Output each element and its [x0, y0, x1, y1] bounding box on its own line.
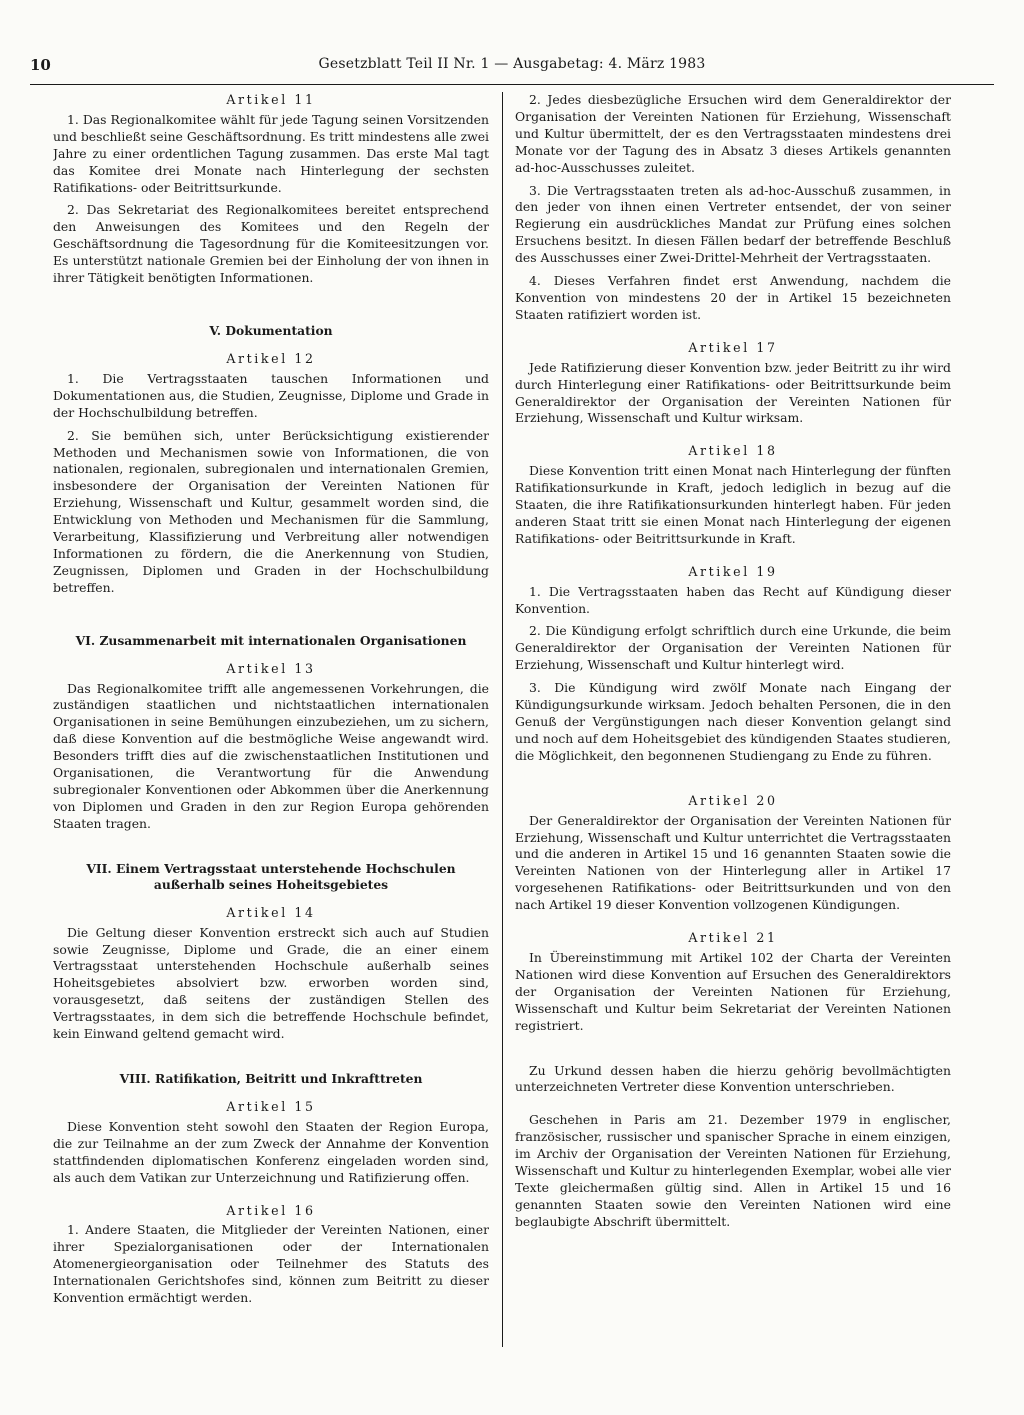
article-12-paragraph-2: 2. Sie bemühen sich, unter Berücksichtigung existierender Methoden und Mechanismen sowie von Informationen, die von nationalen, regionalen, subregionalen und internationalen Gremien, insbesondere der Organisation der Vereinten Nationen für Erziehung, Wissenschaft und Kultur, gesammelt worden sind, die Entwicklung von Methoden und Mechanismen für die Sammlung, Verarbeitung, Klassifizierung und Verbreitung aller notwendigen Informationen zu fördern, die die Anerkennung von Studien, Zeugnissen, Diplomen und Graden in der Hochschulbildung betreffen. — [53, 427, 489, 595]
article-18-heading: Artikel 18 — [688, 443, 778, 459]
article-11-paragraph-1: 1. Das Regionalkomitee wählt für jede Tagung seinen Vorsitzenden und beschließt seine Geschäftsordnung. Es tritt mindestens alle zwei Jahre zu einer ordentlichen Tagung zusammen. Das erste Mal tagt das Komitee drei Monate nach Hinterlegung der sechsten Ratifikations- oder Beitrittsurkunde. — [53, 111, 489, 195]
right-column — [515, 92, 951, 1392]
section-vi-heading: VI. Zusammenarbeit mit internationalen Organisationen — [75, 632, 467, 648]
article-11-paragraph-2: 2. Das Sekretariat des Regionalkomitees bereitet entsprechend den Anweisungen des Komitees und den Regeln der Geschäftsordnung die Tagesordnung für die Komiteesitzungen vor. Es unterstützt nationale Gremien bei der Einholung der von ihnen in ihrer Tätigkeit benötigten Informationen. — [53, 202, 489, 286]
article-13-paragraph-1: Das Regionalkomitee trifft alle angemessenen Vorkehrungen, die zuständigen staatlichen und nichtstaatlichen internationalen Organisationen in seine Bemühungen einzubeziehen, um zu sichern, daß diese Konvention auf die bestmögliche Weise angewandt wird. Besonders trifft dies auf die zwischenstaatlichen Institutionen und Organisationen, die Verantwortung für die Anwendung subregionaler Konventionen oder Abkommen über die Anerkennung von Diplomen und Graden in den zur Region Europa gehörenden Staaten tragen. — [53, 680, 489, 831]
article-19-paragraph-2: 2. Die Kündigung erfolgt schriftlich durch eine Urkunde, die beim Generaldirektor der Organisation der Vereinten Nationen für Erziehung, Wissenschaft und Kultur hinterlegt wird. — [515, 623, 951, 673]
article-18-paragraph-1: Diese Konvention tritt einen Monat nach Hinterlegung der fünften Ratifikationsurkunde in Kraft, jedoch lediglich in bezug auf die Staaten, die ihre Ratifikationsurkunden hinterlegt haben. Für jeden anderen Staat tritt sie einen Monat nach Hinterlegung der eigenen Ratifikations- oder Beitrittsurkunde in Kraft. — [515, 463, 951, 546]
section-vii-heading — [53, 861, 489, 893]
article-19-paragraph-3: 3. Die Kündigung wird zwölf Monate nach Eingang der Kündigungsurkunde wirksam. Jedoch behalten Personen, die in den Genuß der Vergünstigungen nach dieser Konvention gelangt sind und noch auf dem Hoheitsgebiet des kündigenden Staates studieren, die Möglichkeit, den begonnenen Studiengang zu Ende zu führen. — [515, 680, 951, 763]
section-vii-heading-line-2: außerhalb seines Hoheitsgebietes — [153, 876, 389, 892]
article-16-paragraph-1: 1. Andere Staaten, die Mitglieder der Vereinten Nationen, einer ihrer Spezialorganisationen oder der Internationalen Atomenergieorganisation oder Teilnehmer des Statuts des Internationalen Gerichtshofes sind, können zum Beitritt zu dieser Konvention ermächtigt werden. — [53, 1222, 489, 1306]
article-13-heading: Artikel 13 — [226, 660, 316, 676]
article-15-paragraph-1: Diese Konvention steht sowohl den Staaten der Region Europa, die zur Teilnahme an der zum Zweck der Annahme der Konvention stattfindenden diplomatischen Konferenz eingeladen worden sind, als auch dem Vatikan zur Unterzeichnung und Ratifizierung offen. — [53, 1118, 489, 1185]
article-17-heading: Artikel 17 — [688, 339, 778, 355]
article-14-heading: Artikel 14 — [226, 904, 316, 920]
section-v-heading: V. Dokumentation — [209, 322, 333, 338]
article-17-paragraph-1: Jede Ratifizierung dieser Konvention bzw. jeder Beitritt zu ihr wird durch Hinterlegung einer Ratifikations- oder Beitrittsurkunde beim Generaldirektor der Organisation der Vereinten Nationen für Erziehung, Wissenschaft und Kultur wirksam. — [515, 359, 951, 426]
page-header — [30, 50, 994, 85]
article-20-paragraph-1: Der Generaldirektor der Organisation der Vereinten Nationen für Erziehung, Wissenschaft und Kultur unterrichtet die Vertragsstaaten und die anderen in Artikel 15 und 16 genannten Staaten sowie die Vereinten Nationen von der Hinterlegung aller in Artikel 17 vorgesehenen Ratifikations- oder Beitrittsurkunden und von den nach Artikel 19 dieser Konvention vollzogenen Kündigungen. — [515, 812, 951, 913]
closing-paragraph-1: Zu Urkund dessen haben die hierzu gehörig bevollmächtigten unterzeichneten Vertreter diese Konvention unterschrieben. — [515, 1062, 951, 1095]
left-column — [53, 92, 489, 1392]
article-15-heading: Artikel 15 — [226, 1098, 316, 1114]
article-11-heading: Artikel 11 — [226, 92, 316, 107]
column-divider — [502, 92, 503, 1347]
article-12-heading: Artikel 12 — [226, 350, 316, 366]
article-12-paragraph-1: 1. Die Vertragsstaaten tauschen Informationen und Dokumentationen aus, die Studien, Zeugnisse, Diplome und Grade in der Hochschulbildung betreffen. — [53, 370, 489, 420]
article-20-heading: Artikel 20 — [688, 792, 778, 808]
article-19-heading: Artikel 19 — [688, 563, 778, 579]
section-viii-heading: VIII. Ratifikation, Beitritt und Inkrafttreten — [119, 1070, 423, 1086]
page-number: 10 — [30, 56, 51, 74]
running-title: Gesetzblatt Teil II Nr. 1 — Ausgabetag: 4. März 1983 — [318, 56, 706, 72]
article-19-paragraph-1: 1. Die Vertragsstaaten haben das Recht auf Kündigung dieser Konvention. — [515, 583, 951, 616]
article-14-paragraph-1: Die Geltung dieser Konvention erstreckt sich auch auf Studien sowie Zeugnisse, Diplome und Grade, die an einer einem Vertragsstaat unterstehenden Hochschule außerhalb seines Hoheitsgebietes absolviert bzw. erworben worden sind, vorausgesetzt, daß seitens der zuständigen Stellen des Vertragsstaates, in dem sich die betreffende Hochschule befindet, kein Einwand geltend gemacht wird. — [53, 924, 489, 1042]
article-16-heading: Artikel 16 — [226, 1202, 316, 1218]
closing-paragraph-2: Geschehen in Paris am 21. Dezember 1979 in englischer, französischer, russischer und spanischer Sprache in einem einzigen, im Archiv der Organisation der Vereinten Nationen für Erziehung, Wissenschaft und Kultur zu hinterlegenden Exemplar, wobei alle vier Texte gleichermaßen gültig sind. Allen in Artikel 15 und 16 genannten Staaten sowie den Vereinten Nationen wird eine beglaubigte Abschrift übermittelt. — [515, 1112, 951, 1229]
article-21-heading: Artikel 21 — [688, 930, 778, 946]
article-21-paragraph-1: In Übereinstimmung mit Artikel 102 der Charta der Vereinten Nationen wird diese Konvention auf Ersuchen des Generaldirektors der Organisation der Vereinten Nationen für Erziehung, Wissenschaft und Kultur beim Sekretariat der Vereinten Nationen registriert. — [515, 949, 951, 1033]
article-16-paragraph-4: 4. Dieses Verfahren findet erst Anwendung, nachdem die Konvention von mindestens 20 der in Artikel 15 bezeichneten Staaten ratifiziert worden ist. — [515, 273, 951, 322]
article-16-paragraph-3: 3. Die Vertragsstaaten treten als ad-hoc-Ausschuß zusammen, in den jeder von ihnen einen Vertreter entsendet, der von seiner Regierung ein ausdrückliches Mandat zur Prüfung eines solchen Ersuchens besitzt. In diesen Fällen bedarf der betreffende Beschluß des Ausschusses einer Zwei-Drittel-Mehrheit der Vertragsstaaten. — [515, 182, 951, 266]
section-vii-heading-line-1: VII. Einem Vertragsstaat unterstehende Hochschulen — [86, 860, 456, 876]
article-16-paragraph-2: 2. Jedes diesbezügliche Ersuchen wird dem Generaldirektor der Organisation der Vereinten Nationen für Erziehung, Wissenschaft und Kultur übermittelt, der es den Vertragsstaaten mindestens drei Monate vor der Tagung des in Absatz 3 dieses Artikels genannten ad-hoc-Ausschusses zuleitet. — [515, 92, 951, 175]
